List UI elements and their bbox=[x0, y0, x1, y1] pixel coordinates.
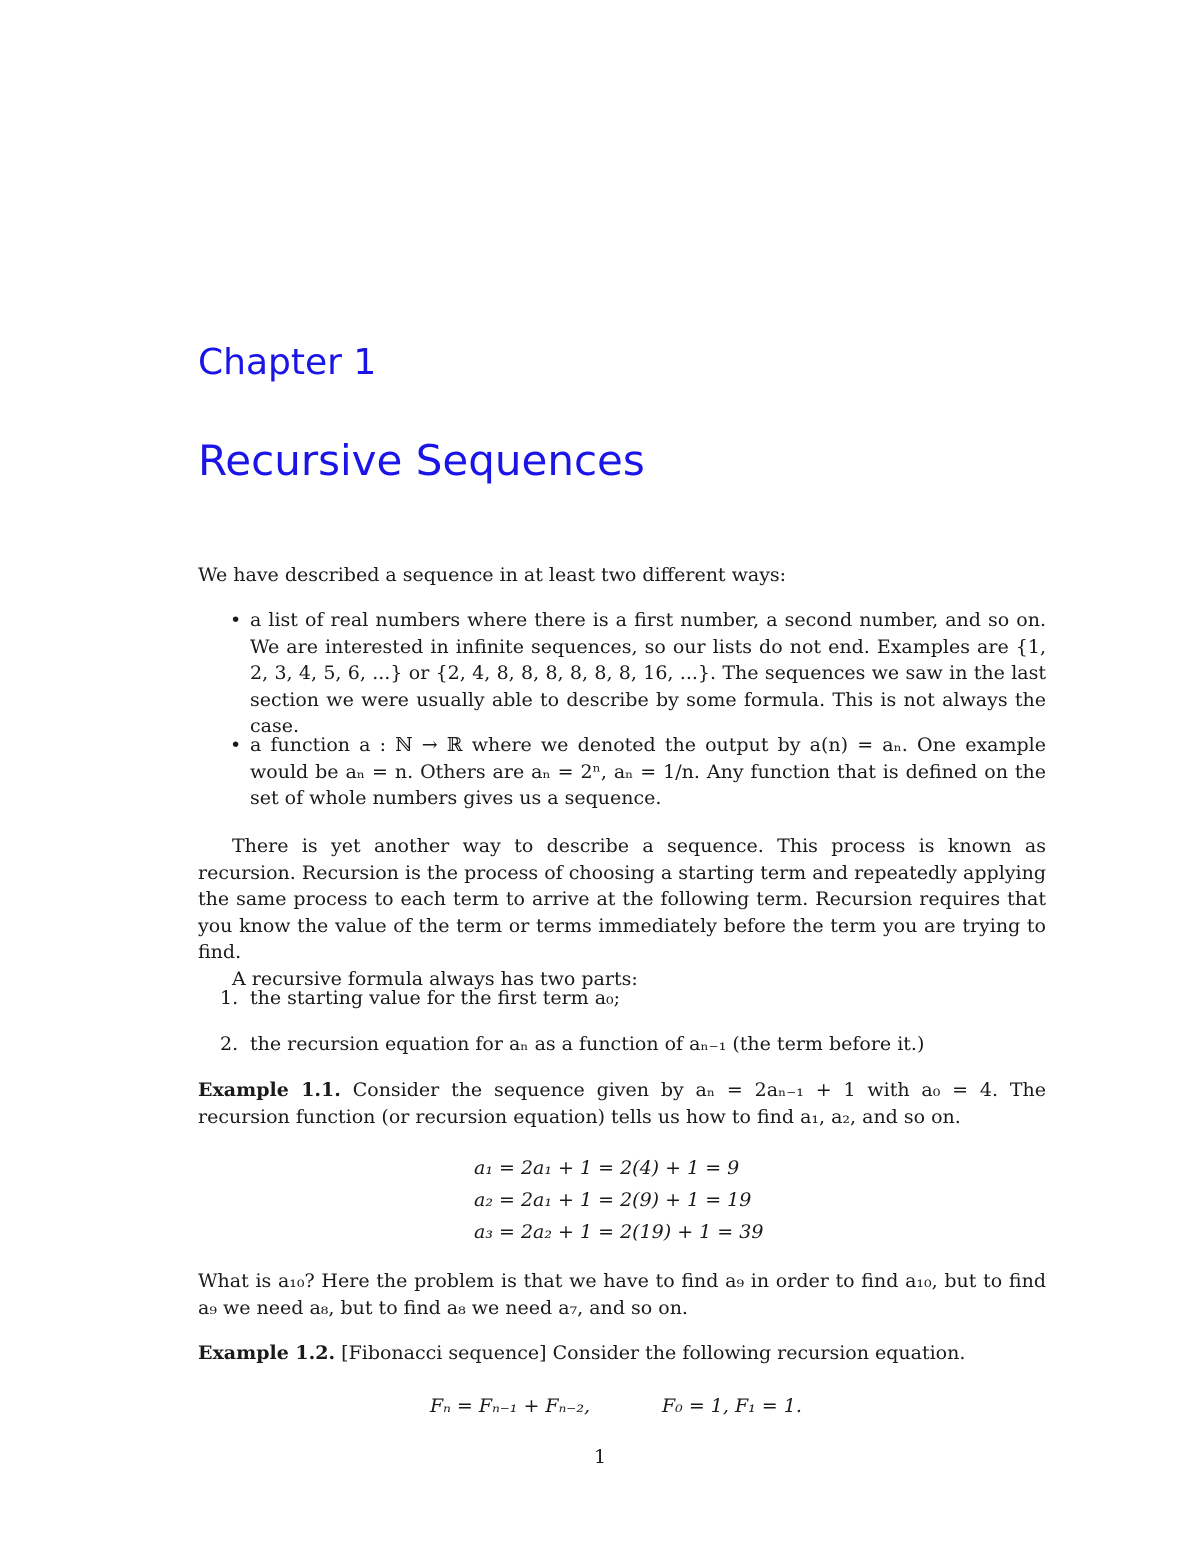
list-item: 1. the starting value for the first term a₀; bbox=[220, 987, 621, 1009]
initial-conditions: F₀ = 1, F₁ = 1. bbox=[662, 1395, 802, 1417]
equation-line: a₃ = 2a₂ + 1 = 2(19) + 1 = 39 bbox=[474, 1221, 764, 1243]
bullet-icon: • bbox=[230, 734, 242, 756]
example-1 bbox=[198, 1077, 1046, 1130]
bullet-icon: • bbox=[230, 609, 242, 631]
equation-line: a₂ = 2a₁ + 1 = 2(9) + 1 = 19 bbox=[474, 1189, 752, 1211]
example-label: Example 1.1. bbox=[198, 1079, 341, 1101]
chapter-label: Chapter 1 bbox=[198, 342, 377, 383]
page-number: 1 bbox=[593, 1446, 607, 1468]
example-2 bbox=[198, 1340, 1046, 1367]
example-1-followup: What is a₁₀? Here the problem is that we have to find a₉ in order to find a₁₀, but to find a₉ we need a₈, but to find a₈ we need a₇, and so on. bbox=[198, 1270, 1046, 1319]
example-text: Consider the sequence given by aₙ = 2aₙ₋₁ + 1 with a₀ = 4. The recursion function (or recursion equation) tells us how to find a₁, a₂, and so on. bbox=[198, 1079, 1046, 1128]
intro-paragraph: We have described a sequence in at least two different ways: bbox=[198, 564, 787, 586]
parts-list bbox=[198, 985, 1046, 1012]
bullet-list bbox=[198, 607, 1046, 740]
parts-list-2 bbox=[198, 1031, 1046, 1058]
example-label: Example 1.2. bbox=[198, 1342, 336, 1364]
bullet-item: • a list of real numbers where there is a first number, a second number, and so on. We are interested in infinite sequences, so our lists do not end. Examples are {1, 2, 3, 4, 5, 6, ...} or {2, 4, 8, 8, 8, 8, 8, 8, 16, ...}. The sequences we saw in the last section we were usually able to describe by some formula. This is not always the case. bbox=[230, 609, 1046, 737]
example-text: [Fibonacci sequence] Consider the following recursion equation. bbox=[341, 1342, 966, 1364]
recursion-paragraph: There is yet another way to describe a sequence. This process is known as recursion. Recursion is the process of choosing a starting term and repeatedly applying the same process to each term to arrive at the following term. Recursion requires that you know the value of the term or terms immediately before the term you are trying to find. A recursive formula always has two parts: bbox=[198, 835, 1046, 990]
bullet-item: • a function a : ℕ → ℝ where we denoted the output by a(n) = aₙ. One example would be aₙ = n. Others are aₙ = 2ⁿ, aₙ = 1/n. Any function that is defined on the set of whole numbers gives us a sequence. bbox=[230, 734, 1046, 809]
bullet-list-2 bbox=[198, 732, 1046, 812]
equation-line: Fₙ = Fₙ₋₁ + Fₙ₋₂, bbox=[430, 1395, 590, 1417]
chapter-title: Recursive Sequences bbox=[198, 436, 645, 485]
equation-line: a₁ = 2a₁ + 1 = 2(4) + 1 = 9 bbox=[474, 1157, 740, 1179]
list-item: 2. the recursion equation for aₙ as a function of aₙ₋₁ (the term before it.) bbox=[220, 1033, 925, 1055]
